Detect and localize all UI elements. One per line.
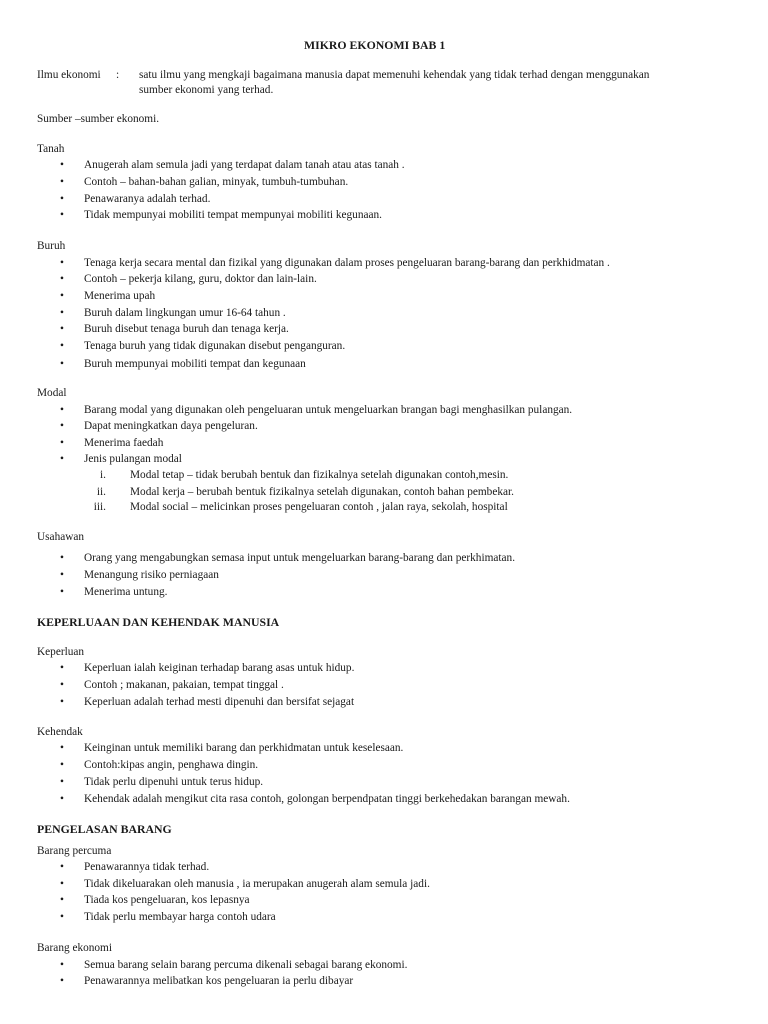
bullet-icon: • <box>60 404 64 416</box>
bullet-icon: • <box>60 861 64 873</box>
bullet-icon: • <box>60 307 64 319</box>
bullet-icon: • <box>60 569 64 581</box>
barang-percuma-heading: Barang percuma <box>37 845 112 857</box>
tanah-heading: Tanah <box>37 143 65 155</box>
bullet-icon: • <box>60 759 64 771</box>
bullet-icon: • <box>60 340 64 352</box>
definition-text-line-2: sumber ekonomi yang terhad. <box>139 84 274 96</box>
bullet-icon: • <box>60 793 64 805</box>
section-heading-keperluan-kehendak: KEPERLUAAN DAN KEHENDAK MANUSIA <box>37 615 280 629</box>
bullet-icon: • <box>60 696 64 708</box>
bullet-icon: • <box>60 878 64 890</box>
bullet-icon: • <box>60 959 64 971</box>
document-page: MIKRO EKONOMI BAB 1 Ilmu ekonomi : satu ilmu yang mengkaji bagaimana manusia dapat memenuhi kehendak yang tidak terhad dengan menggunakan sumber ekonomi yang terhad. Sumber –sumber ekonomi. Tanah • Anugerah alam semula jadi yang terdapat dalam tanah atau atas tanah . • Contoh – bahan-bahan galian, minyak, tumbuh-tumbuhan. • Penawaranya adalah terhad. • Tidak mempunyai mobiliti tempat mempunyai mobiliti kegunaan. Buruh • Tenaga kerja secara mental dan fizikal yang digunakan dalam proses pengeluaran barang-barang dan perkhidmatan . • Contoh – pekerja kilang, guru, doktor dan lain-lain. • Menerima upah • Buruh dalam lingkungan umur 16-64 tahun . • Buruh disebut tenaga buruh dan tenaga kerja. • Tenaga buruh yang tidak digunakan disebut penganguran. • Buruh mempunyai mobiliti tempat dan kegunaan Modal • Barang modal yang digunakan oleh pengeluaran untuk mengeluarkan brangan bagi menghasilkan pulangan. • Dapat meningkatkan daya pengeluran. • Menerima faedah • Jenis pulangan modal i. Modal tetap – tidak berubah bentuk dan fizikalnya setelah digunakan contoh,mesin. ii. Modal kerja – berubah bentuk fizikalnya setelah digunakan, contoh bahan pembekar. iii. Modal social – melicinkan proses pengeluaran contoh , jalan raya, sekolah, hospital Usahawan • Orang yang mengabungkan semasa input untuk mengeluarkan barang-barang dan perkhimatan. • Menangung risiko perniagaan • Menerima untung. KEPERLUAAN DAN KEHENDAK MANUSIA Keperluan • Keperluan ialah keiginan terhadap barang asas untuk hidup. • Contoh ; makanan, pakaian, tempat tinggal . • Keperluan adalah terhad mesti dipenuhi dan bersifat sejagat Kehendak • Keinginan untuk memiliki barang dan perkhidmatan untuk keselesaan. • Contoh:kipas angin, penghawa dingin. • Tidak perlu dipenuhi untuk terus hidup. • Kehendak adalah mengikut cita rasa contoh, golongan berpendpatan tinggi berkehedakan barangan mewah. PENGELASAN BARANG Barang percuma • Penawarannya tidak terhad. • Tidak dikeluarakan oleh manusia , ia merupakan anugerah alam semula jadi. • Tiada kos pengeluaran, kos lepasnya • Tidak perlu membayar harga contoh udara Barang ekonomi • Semua barang selain barang percuma dikenali sebagai barang ekonomi. • Penawarannya melibatkan kos pengeluaran ia perlu dibayar <box>0 0 768 1024</box>
sumber-heading: Sumber –sumber ekonomi. <box>37 113 160 125</box>
bullet-icon: • <box>60 776 64 788</box>
usahawan-heading: Usahawan <box>37 531 85 543</box>
bullet-icon: • <box>60 911 64 923</box>
buruh-heading: Buruh <box>37 240 66 252</box>
bullet-icon: • <box>60 273 64 285</box>
bullet-icon: • <box>60 290 64 302</box>
bullet-icon: • <box>60 420 64 432</box>
bullet-icon: • <box>60 679 64 691</box>
bullet-icon: • <box>60 193 64 205</box>
definition-separator: : <box>116 69 120 81</box>
keperluan-heading: Keperluan <box>37 646 85 658</box>
bullet-icon: • <box>60 894 64 906</box>
definition-term: Ilmu ekonomi <box>37 69 101 81</box>
bullet-icon: • <box>60 176 64 188</box>
bullet-icon: • <box>60 453 64 465</box>
bullet-icon: • <box>60 358 64 370</box>
bullet-icon: • <box>60 975 64 987</box>
bullet-icon: • <box>60 742 64 754</box>
bullet-icon: • <box>60 323 64 335</box>
kehendak-heading: Kehendak <box>37 726 83 738</box>
bullet-icon: • <box>60 552 64 564</box>
barang-ekonomi-heading: Barang ekonomi <box>37 942 112 954</box>
bullet-icon: • <box>60 209 64 221</box>
section-heading-pengelasan-barang: PENGELASAN BARANG <box>37 822 172 836</box>
bullet-icon: • <box>60 662 64 674</box>
bullet-icon: • <box>60 257 64 269</box>
bullet-icon: • <box>60 159 64 171</box>
page-title: MIKRO EKONOMI BAB 1 <box>304 38 446 52</box>
modal-heading: Modal <box>37 387 67 399</box>
bullet-icon: • <box>60 586 64 598</box>
bullet-icon: • <box>60 437 64 449</box>
definition-text-line-1: satu ilmu yang mengkaji bagaimana manusia dapat memenuhi kehendak yang tidak terhad dengan menggunakan <box>139 69 650 81</box>
